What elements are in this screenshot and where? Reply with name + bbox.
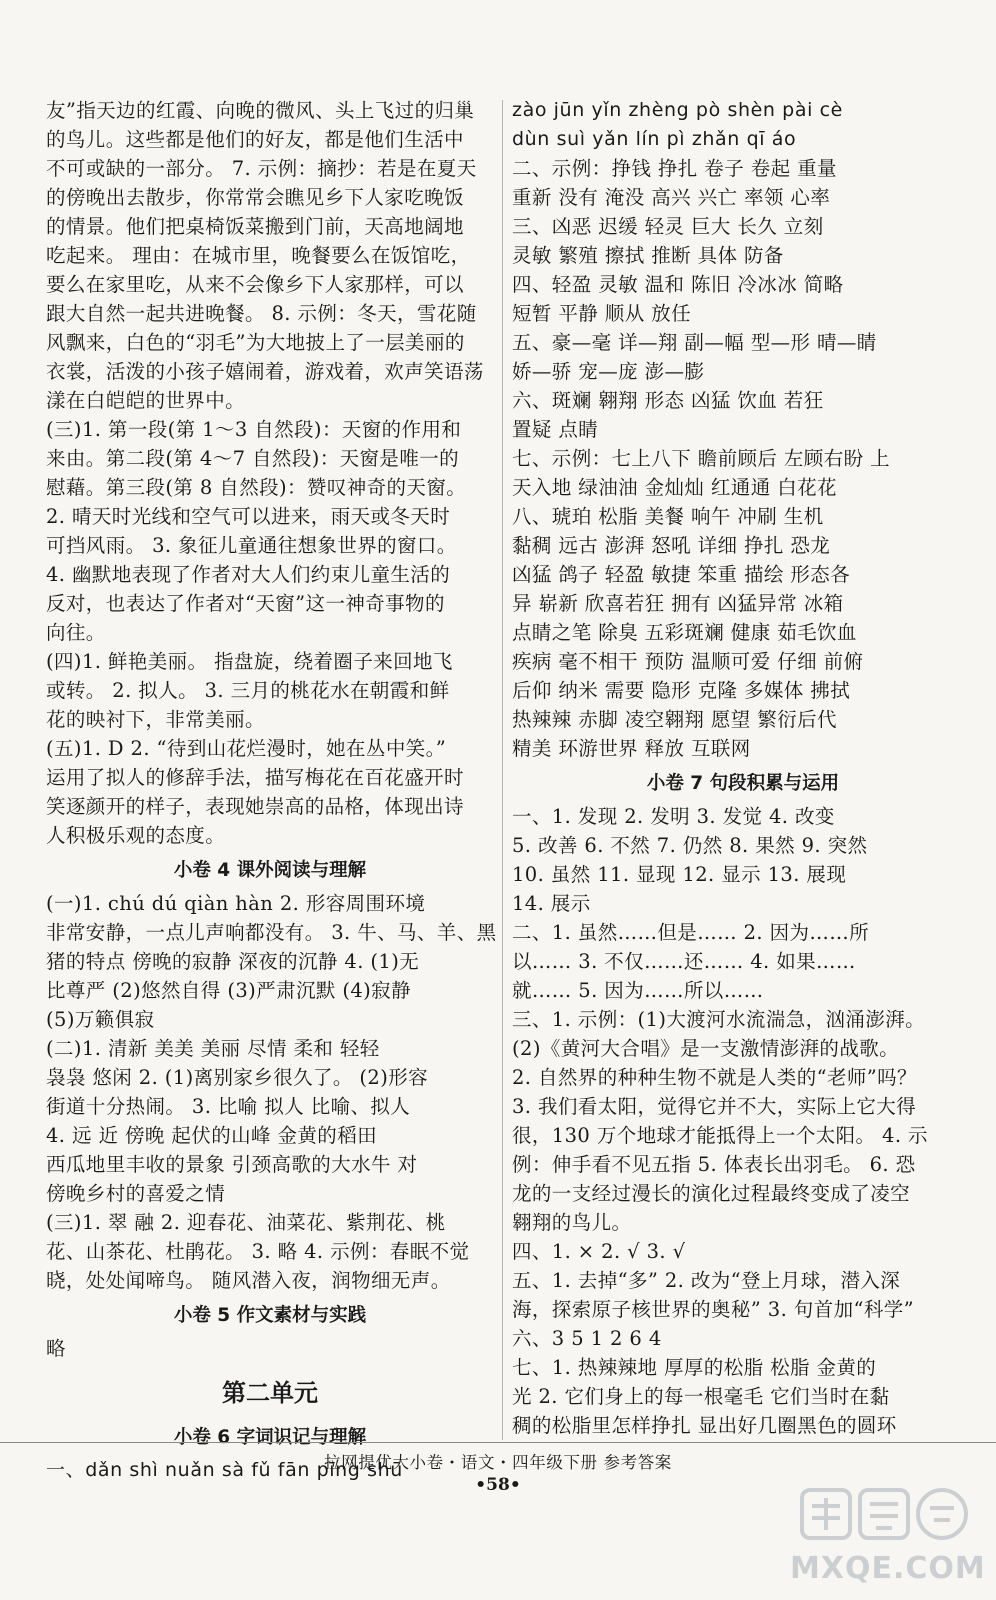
text-line: 不可或缺的一部分。 7. 示例：摘抄：若是在夏天 — [46, 157, 477, 180]
pinyin-line: dùn suì yǎn lín pì zhǎn qī áo — [512, 128, 797, 150]
text-line: 猪的特点 傍晚的寂静 深夜的沉静 4. (1)无 — [46, 950, 420, 973]
page-footer — [0, 1442, 996, 1495]
book-title: 拉网提优大小卷・语文・四年级下册 参考答案 — [324, 1453, 672, 1472]
text-line: 以…… 3. 不仅……还…… 4. 如果…… — [512, 950, 856, 973]
text-line: 三、凶恶 迟缓 轻灵 巨大 长久 立刻 — [512, 215, 824, 238]
text-line: 海，探索原子核世界的奥秘” 3. 句首加“科学” — [512, 1298, 915, 1321]
text-line: 二、示例：挣钱 挣扎 卷子 卷起 重量 — [512, 157, 837, 180]
text-line: 笑逐颜开的样子，表现她崇高的品格，体现出诗 — [46, 795, 464, 818]
text-line: 黏稠 远古 澎湃 怒吼 详细 挣扎 恐龙 — [512, 534, 831, 557]
right-column — [512, 96, 974, 1440]
left-column — [46, 96, 497, 1485]
text-line: 的鸟儿。这些都是他们的好友，都是他们生活中 — [46, 128, 464, 151]
text-line: 置疑 点睛 — [512, 418, 599, 441]
text-line: 5. 改善 6. 不然 7. 仍然 8. 果然 9. 突然 — [512, 834, 868, 857]
text-line: 比尊严 (2)悠然自得 (3)严肃沉默 (4)寂静 — [46, 979, 411, 1002]
text-line: 六、斑斓 翱翔 形态 凶猛 饮血 若狂 — [512, 389, 824, 412]
text-line: (2)《黄河大合唱》是一支激情澎湃的战歌。 — [512, 1037, 900, 1060]
text-line: 的傍晚出去散步，你常常会瞧见乡下人家吃晚饭 — [46, 186, 464, 209]
text-line: (三)1. 第一段(第 1～3 自然段)：天窗的作用和 — [46, 418, 462, 441]
text-line: 花的映衬下，非常美丽。 — [46, 708, 265, 731]
text-line: 跟大自然一起共进晚餐。 8. 示例：冬天，雪花随 — [46, 302, 477, 325]
text-line: 短暂 平静 顺从 放任 — [512, 302, 691, 325]
text-line: 运用了拟人的修辞手法，描写梅花在百花盛开时 — [46, 766, 464, 789]
text-line: 友”指天边的红霞、向晚的微风、头上飞过的归巢 — [46, 99, 475, 122]
text-line: (三)1. 翠 融 2. 迎春花、油菜花、紫荆花、桃 — [46, 1211, 446, 1234]
text-line: 后仰 纳米 需要 隐形 克隆 多媒体 拂拭 — [512, 679, 851, 702]
text-line: 来由。第二段(第 4～7 自然段)：天窗是唯一的 — [46, 447, 460, 470]
text-line: 花、山茶花、杜鹃花。 3. 略 4. 示例：春眠不觉 — [46, 1240, 470, 1263]
text-line: 的情景。他们把桌椅饭菜搬到门前，天高地阔地 — [46, 215, 464, 238]
text-line: 漾在白皑皑的世界中。 — [46, 389, 246, 412]
text-line: 五、豪—毫 详—翔 副—幅 型—形 晴—睛 — [512, 331, 877, 354]
pinyin-line: 一、dǎn shì nuǎn sà fǔ fān pīng shū — [46, 1459, 403, 1481]
text-line: 西瓜地里丰收的景象 引颈高歌的大水牛 对 — [46, 1153, 418, 1176]
section-heading: 小卷 6 字词识记与理解 — [173, 1427, 367, 1448]
text-line: 可挡风雨。 3. 象征儿童通往想象世界的窗口。 — [46, 534, 457, 557]
text-line: 一、1. 发现 2. 发明 3. 发觉 4. 改变 — [512, 805, 835, 828]
text-line: 或转。 2. 拟人。 3. 三月的桃花水在朝霞和鲜 — [46, 679, 450, 702]
text-line: (5)万籁俱寂 — [46, 1008, 155, 1031]
text-line: 异 崭新 欣喜若狂 拥有 凶猛异常 冰箱 — [512, 592, 844, 615]
text-line: 10. 虽然 11. 显现 12. 显示 13. 展现 — [512, 863, 847, 886]
column-divider — [502, 100, 503, 1440]
text-line: 重新 没有 淹没 高兴 兴亡 率领 心率 — [512, 186, 831, 209]
text-line: 街道十分热闹。 3. 比喻 拟人 比喻、拟人 — [46, 1095, 411, 1118]
text-line: 风飘来，白色的“羽毛”为大地披上了一层美丽的 — [46, 331, 465, 354]
text-line: 稠的松脂里怎样挣扎 显出好几圈黑色的圆环 — [512, 1414, 897, 1437]
text-line: 3. 我们看太阳，觉得它并不大，实际上它大得 — [512, 1095, 917, 1118]
text-line: 三、1. 示例：(1)大渡河水流湍急，汹涌澎湃。 — [512, 1008, 926, 1031]
text-line: 向往。 — [46, 621, 106, 644]
text-line: 袅袅 悠闲 2. (1)离别家乡很久了。 (2)形容 — [46, 1066, 429, 1089]
text-line: 很，130 万个地球才能抵得上一个太阳。 4. 示 — [512, 1124, 928, 1147]
text-line: 吃起来。 理由：在城市里，晚餐要么在饭馆吃， — [46, 244, 471, 267]
text-line: 四、1. × 2. √ 3. √ — [512, 1240, 686, 1263]
watermark — [790, 1482, 986, 1586]
text-line: 4. 远 近 傍晚 起伏的山峰 金黄的稻田 — [46, 1124, 377, 1147]
section-heading: 小卷 7 句段积累与运用 — [646, 773, 840, 794]
text-line: 14. 展示 — [512, 892, 591, 915]
watermark-text: MXQE.COM — [790, 1551, 986, 1586]
text-line: 疾病 毫不相干 预防 温顺可爱 仔细 前俯 — [512, 650, 864, 673]
text-line: 娇—骄 宠—庞 澎—膨 — [512, 360, 705, 383]
text-line: 傍晚乡村的喜爱之情 — [46, 1182, 226, 1205]
text-line: 例：伸手看不见五指 5. 体表长出羽毛。 6. 恐 — [512, 1153, 916, 1176]
text-line: 2. 晴天时光线和空气可以进来，雨天或冬天时 — [46, 505, 451, 528]
text-line: 天入地 绿油油 金灿灿 红通通 白花花 — [512, 476, 837, 499]
text-line: 晓，处处闻啼鸟。 随风潜入夜，润物细无声。 — [46, 1269, 451, 1292]
text-line: 要么在家里吃，从来不会像乡下人家那样，可以 — [46, 273, 464, 296]
text-line: (二)1. 清新 美美 美丽 尽情 柔和 轻轻 — [46, 1037, 380, 1060]
pinyin-line: zào jūn yǐn zhèng pò shèn pài cè — [512, 99, 843, 121]
text-line: 龙的一支经过漫长的演化过程最终变成了凌空 — [512, 1182, 911, 1205]
text-line: 就…… 5. 因为……所以…… — [512, 979, 764, 1002]
text-line: 光 2. 它们身上的每一根毫毛 它们当时在黏 — [512, 1385, 890, 1408]
text-line: 六、3 5 1 2 6 4 — [512, 1327, 662, 1350]
text-line: (四)1. 鲜艳美丽。 指盘旋，绕着圈子来回地飞 — [46, 650, 453, 673]
text-line: 略 — [46, 1337, 66, 1360]
text-line: 四、轻盈 灵敏 温和 陈旧 冷冰冰 简略 — [512, 273, 844, 296]
text-line: 五、1. 去掉“多” 2. 改为“登上月球，潜入深 — [512, 1269, 901, 1292]
text-line: 人积极乐观的态度。 — [46, 824, 226, 847]
text-line: 二、1. 虽然……但是…… 2. 因为……所 — [512, 921, 870, 944]
text-line: 慰藉。第三段(第 8 自然段)：赞叹神奇的天窗。 — [46, 476, 467, 499]
text-line: 翱翔的鸟儿。 — [512, 1211, 632, 1234]
text-line: 点睛之笔 除臭 五彩斑斓 健康 茹毛饮血 — [512, 621, 857, 644]
text-line: 非常安静，一点儿声响都没有。 3. 牛、马、羊、黑 — [46, 921, 497, 944]
unit-title: 第二单元 — [222, 1378, 318, 1407]
section-heading: 小卷 5 作文素材与实践 — [173, 1305, 367, 1326]
text-line: (一)1. chú dú qiàn hàn 2. 形容周围环境 — [46, 892, 426, 915]
text-line: 七、1. 热辣辣地 厚厚的松脂 松脂 金黄的 — [512, 1356, 877, 1379]
text-line: 七、示例：七上八下 瞻前顾后 左顾右盼 上 — [512, 447, 890, 470]
text-line: 八、琥珀 松脂 美餐 响午 冲刷 生机 — [512, 505, 824, 528]
text-line: (五)1. D 2. “待到山花烂漫时，她在丛中笑。” — [46, 737, 447, 760]
text-line: 反对，也表达了作者对“天窗”这一神奇事物的 — [46, 592, 445, 615]
text-line: 精美 环游世界 释放 互联网 — [512, 737, 751, 760]
text-line: 灵敏 繁殖 擦拭 推断 具体 防备 — [512, 244, 784, 267]
text-line: 衣裳，活泼的小孩子嬉闹着，游戏着，欢声笑语荡 — [46, 360, 484, 383]
text-line: 4. 幽默地表现了作者对大人们约束儿童生活的 — [46, 563, 451, 586]
text-line: 2. 自然界的种种生物不就是人类的“老师”吗？ — [512, 1066, 917, 1089]
page-number: •58• — [475, 1475, 521, 1495]
text-line: 凶猛 鸽子 轻盈 敏捷 笨重 描绘 形态各 — [512, 563, 851, 586]
text-line: 热辣辣 赤脚 凌空翱翔 愿望 繁衍后代 — [512, 708, 837, 731]
section-heading: 小卷 4 课外阅读与理解 — [173, 860, 367, 881]
